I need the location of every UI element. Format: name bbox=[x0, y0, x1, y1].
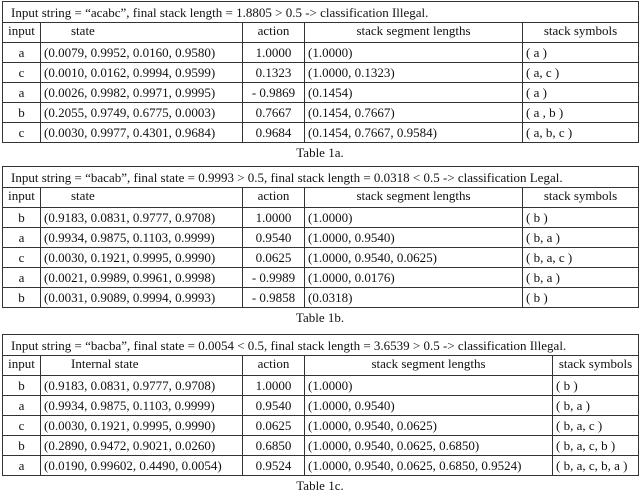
cell-action: 0.7667 bbox=[243, 103, 305, 123]
cell-stack-symbols: ( b, a ) bbox=[523, 268, 639, 288]
table-row bbox=[3, 123, 639, 143]
cell-action: 0.9684 bbox=[243, 123, 305, 143]
cell-stack-segment-lengths: (1.0000) bbox=[305, 43, 523, 63]
table-title: Input string = “bacba”, final state = 0.0054 < 0.5, final stack length = 3.6539 > 0.5 -> classification Illegal. bbox=[3, 335, 639, 356]
table-row bbox=[3, 228, 639, 248]
column-header-stack-symbols: stack symbols bbox=[523, 188, 639, 208]
cell-input: a bbox=[3, 228, 41, 248]
cell-input: b bbox=[3, 436, 41, 456]
cell-stack-segment-lengths: (0.1454, 0.7667, 0.9584) bbox=[305, 123, 523, 143]
cell-state: (0.2055, 0.9749, 0.6775, 0.0003) bbox=[41, 103, 243, 123]
cell-action: 0.9524 bbox=[243, 456, 305, 476]
cell-stack-symbols: ( b, a, c ) bbox=[523, 248, 639, 268]
cell-input: b bbox=[3, 208, 41, 228]
cell-action: 1.0000 bbox=[243, 376, 305, 396]
cell-state: (0.0030, 0.9977, 0.4301, 0.9684) bbox=[41, 123, 243, 143]
cell-stack-symbols: ( b ) bbox=[523, 208, 639, 228]
header-row bbox=[3, 23, 639, 43]
table-row bbox=[3, 268, 639, 288]
cell-stack-segment-lengths: (1.0000, 0.9540, 0.0625) bbox=[305, 248, 523, 268]
cell-input: a bbox=[3, 456, 41, 476]
cell-state: (0.0010, 0.0162, 0.9994, 0.9599) bbox=[41, 63, 243, 83]
cell-action: - 0.9858 bbox=[243, 288, 305, 308]
cell-input: b bbox=[3, 376, 41, 396]
cell-state: (0.0030, 0.1921, 0.9995, 0.9990) bbox=[41, 248, 243, 268]
cell-action: 0.0625 bbox=[243, 248, 305, 268]
table-row bbox=[3, 83, 639, 103]
cell-stack-symbols: ( b, a, c ) bbox=[553, 416, 639, 436]
cell-state: (0.0190, 0.99602, 0.4490, 0.0054) bbox=[41, 456, 243, 476]
table-title: Input string = “acabc”, final stack length = 1.8805 > 0.5 -> classification Illegal. bbox=[3, 2, 639, 23]
column-header-stack-segment-lengths: stack segment lengths bbox=[305, 356, 553, 376]
table-row bbox=[3, 376, 639, 396]
column-header-state: state bbox=[41, 23, 243, 43]
cell-stack-symbols: ( b, a, c, b, a ) bbox=[553, 456, 639, 476]
column-header-state: Internal state bbox=[41, 356, 243, 376]
cell-stack-symbols: ( b ) bbox=[553, 376, 639, 396]
column-header-stack-segment-lengths: stack segment lengths bbox=[305, 188, 523, 208]
cell-stack-segment-lengths: (1.0000) bbox=[305, 376, 553, 396]
cell-action: 1.0000 bbox=[243, 43, 305, 63]
table-row bbox=[3, 456, 639, 476]
cell-stack-segment-lengths: (1.0000, 0.9540, 0.0625, 0.6850) bbox=[305, 436, 553, 456]
cell-action: - 0.9989 bbox=[243, 268, 305, 288]
cell-action: 0.1323 bbox=[243, 63, 305, 83]
table-row bbox=[3, 288, 639, 308]
cell-stack-symbols: ( b ) bbox=[523, 288, 639, 308]
column-header-action: action bbox=[243, 356, 305, 376]
cell-stack-symbols: ( a ) bbox=[523, 83, 639, 103]
cell-stack-segment-lengths: (1.0000, 0.9540) bbox=[305, 396, 553, 416]
cell-stack-symbols: ( a ) bbox=[523, 43, 639, 63]
cell-state: (0.0030, 0.1921, 0.9995, 0.9990) bbox=[41, 416, 243, 436]
cell-input: a bbox=[3, 396, 41, 416]
cell-state: (0.0026, 0.9982, 0.9971, 0.9995) bbox=[41, 83, 243, 103]
table-1c-caption: Table 1c. bbox=[296, 478, 344, 493]
cell-stack-symbols: ( a, c ) bbox=[523, 63, 639, 83]
cell-state: (0.9934, 0.9875, 0.1103, 0.9999) bbox=[41, 396, 243, 416]
cell-stack-symbols: ( a , b ) bbox=[523, 103, 639, 123]
cell-state: (0.9183, 0.0831, 0.9777, 0.9708) bbox=[41, 376, 243, 396]
cell-action: 0.9540 bbox=[243, 396, 305, 416]
table-1a-caption: Table 1a. bbox=[296, 145, 344, 160]
table-row bbox=[3, 43, 639, 63]
column-header-action: action bbox=[243, 188, 305, 208]
cell-action: 0.6850 bbox=[243, 436, 305, 456]
cell-stack-symbols: ( b, a ) bbox=[523, 228, 639, 248]
column-header-stack-segment-lengths: stack segment lengths bbox=[305, 23, 523, 43]
cell-stack-segment-lengths: (0.0318) bbox=[305, 288, 523, 308]
cell-input: c bbox=[3, 63, 41, 83]
cell-stack-segment-lengths: (1.0000, 0.0176) bbox=[305, 268, 523, 288]
table-row bbox=[3, 248, 639, 268]
cell-state: (0.0031, 0.9089, 0.9994, 0.9993) bbox=[41, 288, 243, 308]
cell-stack-segment-lengths: (1.0000, 0.9540, 0.0625) bbox=[305, 416, 553, 436]
cell-input: b bbox=[3, 103, 41, 123]
cell-input: c bbox=[3, 123, 41, 143]
table-1c bbox=[2, 334, 639, 476]
table-row bbox=[3, 208, 639, 228]
cell-stack-symbols: ( b, a ) bbox=[553, 396, 639, 416]
table-1b bbox=[2, 166, 639, 308]
cell-stack-segment-lengths: (1.0000, 0.1323) bbox=[305, 63, 523, 83]
cell-input: a bbox=[3, 43, 41, 63]
column-header-input: input bbox=[3, 23, 41, 43]
table-row bbox=[3, 63, 639, 83]
cell-stack-symbols: ( b, a, c, b ) bbox=[553, 436, 639, 456]
table-row bbox=[3, 103, 639, 123]
table-1b-caption: Table 1b. bbox=[295, 310, 345, 325]
table-row bbox=[3, 396, 639, 416]
header-row bbox=[3, 188, 639, 208]
cell-action: - 0.9869 bbox=[243, 83, 305, 103]
cell-input: a bbox=[3, 268, 41, 288]
table-1a bbox=[2, 1, 639, 143]
cell-input: a bbox=[3, 83, 41, 103]
cell-input: c bbox=[3, 416, 41, 436]
table-title: Input string = “bacab”, final state = 0.9993 > 0.5, final stack length = 0.0318 < 0.5 -> classification Legal. bbox=[3, 167, 639, 188]
column-header-stack-symbols: stack symbols bbox=[523, 23, 639, 43]
cell-action: 0.9540 bbox=[243, 228, 305, 248]
table-row bbox=[3, 436, 639, 456]
table-row bbox=[3, 416, 639, 436]
cell-input: b bbox=[3, 288, 41, 308]
column-header-stack-symbols: stack symbols bbox=[553, 356, 639, 376]
cell-state: (0.0021, 0.9989, 0.9961, 0.9998) bbox=[41, 268, 243, 288]
cell-stack-segment-lengths: (0.1454) bbox=[305, 83, 523, 103]
cell-stack-segment-lengths: (1.0000, 0.9540, 0.0625, 0.6850, 0.9524) bbox=[305, 456, 553, 476]
column-header-state: state bbox=[41, 188, 243, 208]
cell-stack-segment-lengths: (0.1454, 0.7667) bbox=[305, 103, 523, 123]
column-header-input: input bbox=[3, 188, 41, 208]
column-header-input: input bbox=[3, 356, 41, 376]
cell-state: (0.9183, 0.0831, 0.9777, 0.9708) bbox=[41, 208, 243, 228]
cell-state: (0.2890, 0.9472, 0.9021, 0.0260) bbox=[41, 436, 243, 456]
cell-stack-segment-lengths: (1.0000) bbox=[305, 208, 523, 228]
cell-action: 0.0625 bbox=[243, 416, 305, 436]
cell-input: c bbox=[3, 248, 41, 268]
header-row bbox=[3, 356, 639, 376]
cell-stack-symbols: ( a, b, c ) bbox=[523, 123, 639, 143]
column-header-action: action bbox=[243, 23, 305, 43]
cell-state: (0.0079, 0.9952, 0.0160, 0.9580) bbox=[41, 43, 243, 63]
cell-stack-segment-lengths: (1.0000, 0.9540) bbox=[305, 228, 523, 248]
cell-state: (0.9934, 0.9875, 0.1103, 0.9999) bbox=[41, 228, 243, 248]
cell-action: 1.0000 bbox=[243, 208, 305, 228]
